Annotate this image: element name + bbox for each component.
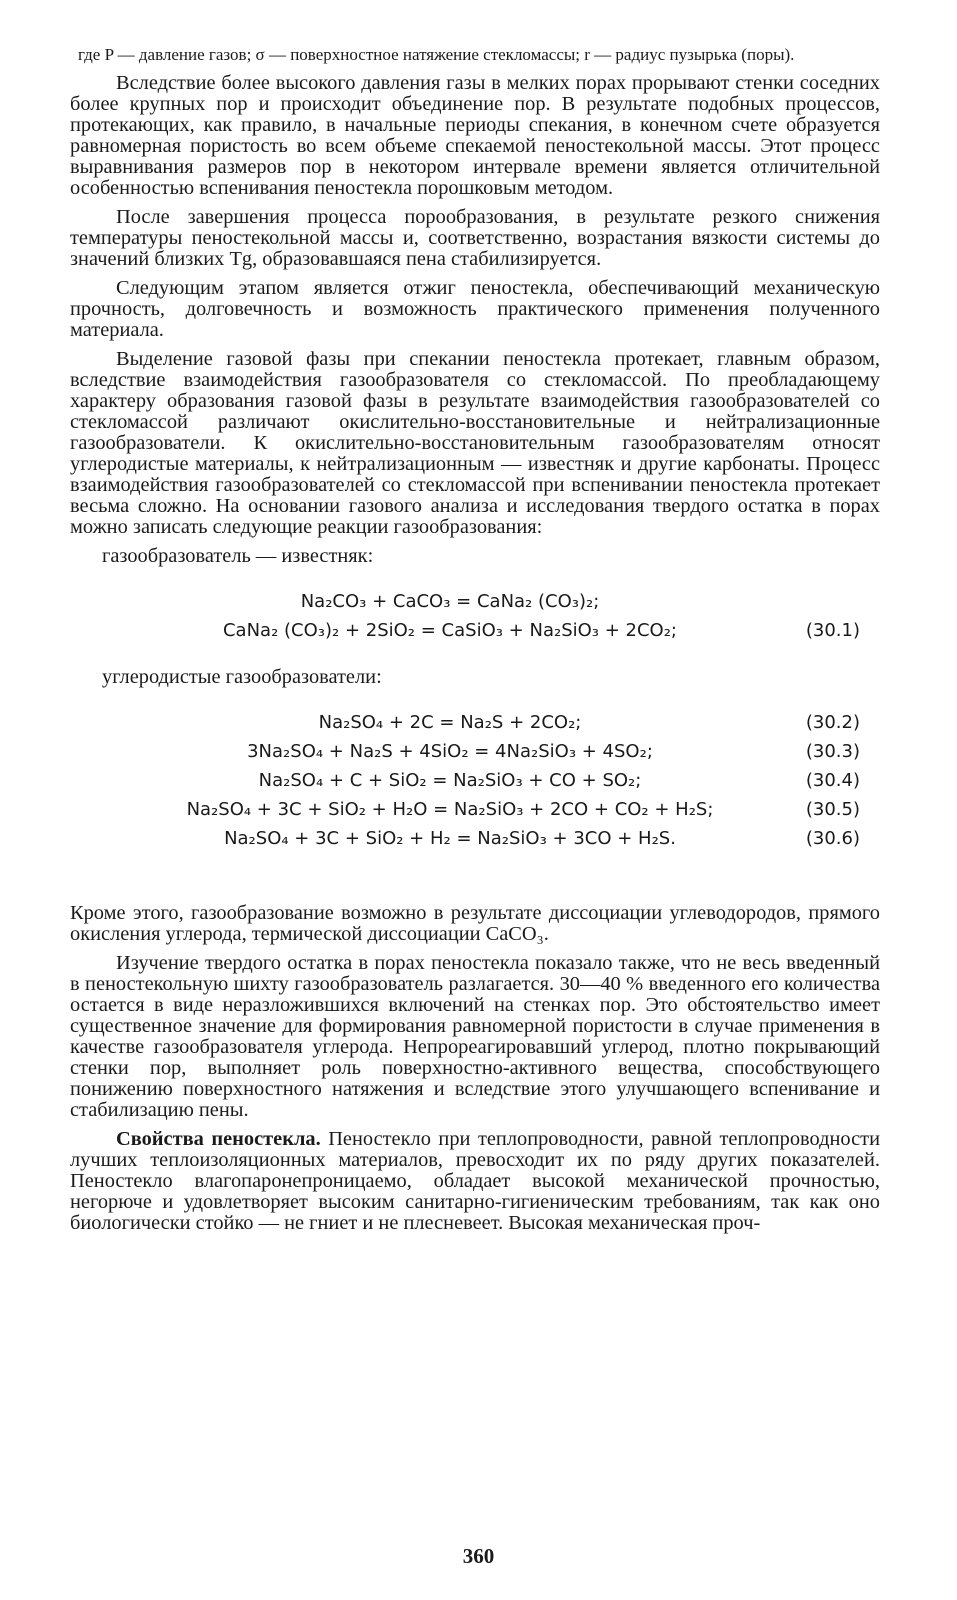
label-limestone: газообразователь — известняк: (102, 545, 374, 567)
paragraph-pore-merging: Вследствие более высокого давления газы в мелких порах прорывают стенки соседних более крупных пор и происходит объединение пор. В результате подобных процессов, протекающих, как правило, в начальные периоды спекания, в конечном счете образуется равномерная пористость во всем объеме спекаемой пеностекольной массы. Этот процесс выравнивания размеров пор в некотором интервале времени является отличительной особенностью вспенивания пеностекла порошковым методом. (70, 72, 880, 199)
paragraph-gas-phase: Выделение газовой фазы при спекании пеностекла протекает, главным образом, вследствие взаимодействия газообразователя со стекломассой. По преобладающему характеру образования газовой фазы в результате взаимодействия газообразователей со стекломассой различают окислительно-восстановительные и нейтрализационные газообразователи. К окислительно-восстановительным газообразователям относят углеродистые материалы, к нейтрализационным — известняк и другие карбонаты. Процесс взаимодействия газообразователей со стекломассой при вспенивании пеностекла протекает весьма сложно. На основании газового анализа и исследования твердого остатка в порах можно записать следующие реакции газообразования: (70, 348, 880, 538)
equation: CaNa₂ (CO₃)₂ + 2SiO₂ = CaSiO₃ + Na₂SiO₃ + 2CO₂; (30.1) (222, 620, 860, 641)
label-carbon: углеродистые газообразователи: (102, 666, 382, 688)
equation: Na₂SO₄ + C + SiO₂ = Na₂SiO₃ + CO + SO₂; (30.4) (258, 770, 860, 791)
properties-text: Пеностекло при теплопроводности, равной теплопроводности лучших теплоизоляционных материалов, превосходит их по ряду других показателей. Пеностекло влагопаронепроницаемо, обладает высокой механической прочностью, негорюче и удовлетворяет высоким санитарно-гигиеническим требованиям, так как оно биологически стойко — не гниет и не плесневеет. Высокая механическая проч- (70, 1128, 880, 1234)
paragraph-other-sources: Кроме этого, газообразование возможно в результате диссоциации углеводородов, прямого окисления углерода, термической диссоциации CaCO₃. (70, 902, 880, 945)
page-body (70, 44, 880, 1242)
section-heading-properties: Свойства пеностекла. (116, 1128, 321, 1150)
equations-carbon (70, 708, 880, 853)
paragraph-properties (70, 1129, 880, 1234)
formula-footnote: где P — давление газов; σ — поверхностное натяжение стекломассы; r — радиус пузырька (поры). (78, 45, 795, 64)
paragraph-solid-residue: Изучение твердого остатка в порах пеностекла показало также, что не весь введенный в пеностекольную шихту газообразователь разлагается. 30—40 % введенного его количества остается в виде неразложившихся включений на стенках пор. Это обстоятельство имеет существенное значение для формирования равномерной пористости в случае применения в качестве газообразователя углерода. Непрореагировавший углерод, плотно покрывающий стенки пор, выполняет роль поверхностно-активного вещества, способствующего понижению поверхностного натяжения и вследствие этого улучшающего вспенивание и стабилизацию пены. (70, 952, 880, 1121)
equation: 3Na₂SO₄ + Na₂S + 4SiO₂ = 4Na₂SiO₃ + 4SO₂; (30.3) (247, 741, 860, 762)
paragraph-annealing: Следующим этапом является отжиг пеностекла, обеспечивающий механическую прочность, долговечность и возможность практического применения полученного материала. (70, 277, 880, 341)
equation: Na₂CO₃ + CaCO₃ = CaNa₂ (CO₃)₂; (300, 591, 600, 612)
equation: Na₂SO₄ + 3C + SiO₂ + H₂ = Na₂SiO₃ + 3CO + H₂S. (30.6) (224, 828, 860, 849)
equation: Na₂SO₄ + 2C = Na₂S + 2CO₂; (30.2) (318, 712, 860, 733)
paragraph-foam-stabilization: После завершения процесса порообразования, в результате резкого снижения температуры пеностекольной массы и, соответственно, возрастания вязкости системы до значений близких Tg, образовавшаяся пена стабилизируется. (70, 206, 880, 270)
equations-limestone (70, 587, 880, 645)
page-number: 360 (462, 1544, 495, 1568)
equation: Na₂SO₄ + 3C + SiO₂ + H₂O = Na₂SiO₃ + 2CO + CO₂ + H₂S; (30.5) (186, 799, 860, 820)
